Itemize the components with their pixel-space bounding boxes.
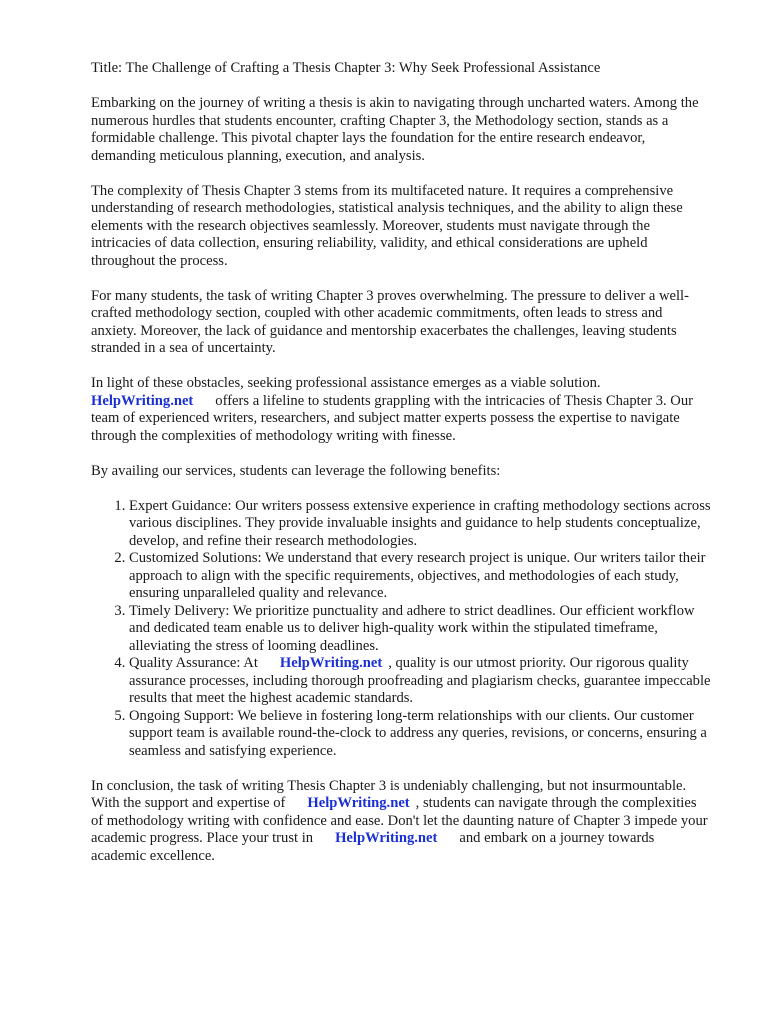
assistance-intro-text: In light of these obstacles, seeking professional assistance emerges as a viable solution. [91,375,601,391]
assistance-after-text: offers a lifeline to students grappling with the intricacies of Thesis Chapter 3. Our team of experienced writers, researchers, and subject matter experts possess the expertise to navigate through the complexities of methodology writing with finesse. [91,392,693,444]
benefit-ongoing-support: 5. Ongoing Support: We believe in fostering long-term relationships with our clients. Our customer support team is available round-the-clock to address any queries, revisions, or concerns, ensuring a seamless and satisfying experience. [129,708,711,761]
quality-after-text: , quality is our utmost priority. Our rigorous quality assurance processes, including thorough proofreading and plagiarism checks, guarantee impeccable results that meet the highest academic standards. [129,655,711,706]
helpwriting-link[interactable]: HelpWriting.net [279,655,383,671]
paragraph-assistance [91,375,708,445]
helpwriting-link[interactable]: HelpWriting.net [91,392,194,409]
conclusion-part3-text: and embark on a journey towards academic excellence. [91,830,655,864]
conclusion-part2-text: , students can navigate through the complexities of methodology writing with confidence and ease. Don't let the daunting nature of Chapter 3 impede your academic progress. Place your trust in [91,795,708,846]
paragraph-intro: Embarking on the journey of writing a thesis is akin to navigating through uncharted waters. Among the numerous hurdles that students encounter, crafting Chapter 3, the Methodology section, stands as a formidable challenge. This pivotal chapter lays the foundation for the entire research endeavor, demanding meticulous planning, execution, and analysis. [91,95,699,164]
conclusion-part1-text: In conclusion, the task of writing Thesis Chapter 3 is undeniably challenging, but not insurmountable. With the support and expertise of [91,777,687,811]
benefit-timely-delivery: 3. Timely Delivery: We prioritize punctuality and adhere to strict deadlines. Our efficient workflow and dedicated team enable us to deliver high-quality work within the stipulated timeframe, alleviating the stress of looming deadlines. [129,603,711,656]
paragraph-conclusion [91,778,708,866]
paragraph-overwhelming: For many students, the task of writing Chapter 3 proves overwhelming. The pressure to deliver a well-crafted methodology section, coupled with other academic commitments, often leads to stress and anxiety. Moreover, the lack of guidance and mentorship exacerbates the challenges, leaving students stranded in a sea of uncertainty. [91,287,689,356]
benefit-customized-solutions: 2. Customized Solutions: We understand that every research project is unique. Our writers tailor their approach to align with the specific requirements, objectives, and methodologies of each study, ensuring unparalleled quality and relevance. [129,550,711,603]
benefit-quality-assurance [129,655,711,708]
helpwriting-link[interactable]: HelpWriting.net [335,830,438,846]
paragraph-complexity: The complexity of Thesis Chapter 3 stems from its multifaceted nature. It requires a comprehensive understanding of research methodologies, statistical analysis techniques, and the ability to align these elements with the research objectives seamlessly. Moreover, students must navigate through the intricacies of data collection, ensuring reliability, validity, and ethical considerations are upheld throughout the process. [91,182,683,269]
benefits-list [91,498,711,761]
quality-before-text: Quality Assurance: At [129,655,258,671]
helpwriting-link[interactable]: HelpWriting.net [307,795,410,811]
document-title: Title: The Challenge of Crafting a Thesis Chapter 3: Why Seek Professional Assistance [91,60,601,76]
benefits-intro: By availing our services, students can leverage the following benefits: [91,462,501,479]
benefit-expert-guidance: 1. Expert Guidance: Our writers possess extensive experience in crafting methodology sections across various disciplines. They provide invaluable insights and guidance to help students conceptualize, develop, and refine their research methodologies. [129,498,711,551]
